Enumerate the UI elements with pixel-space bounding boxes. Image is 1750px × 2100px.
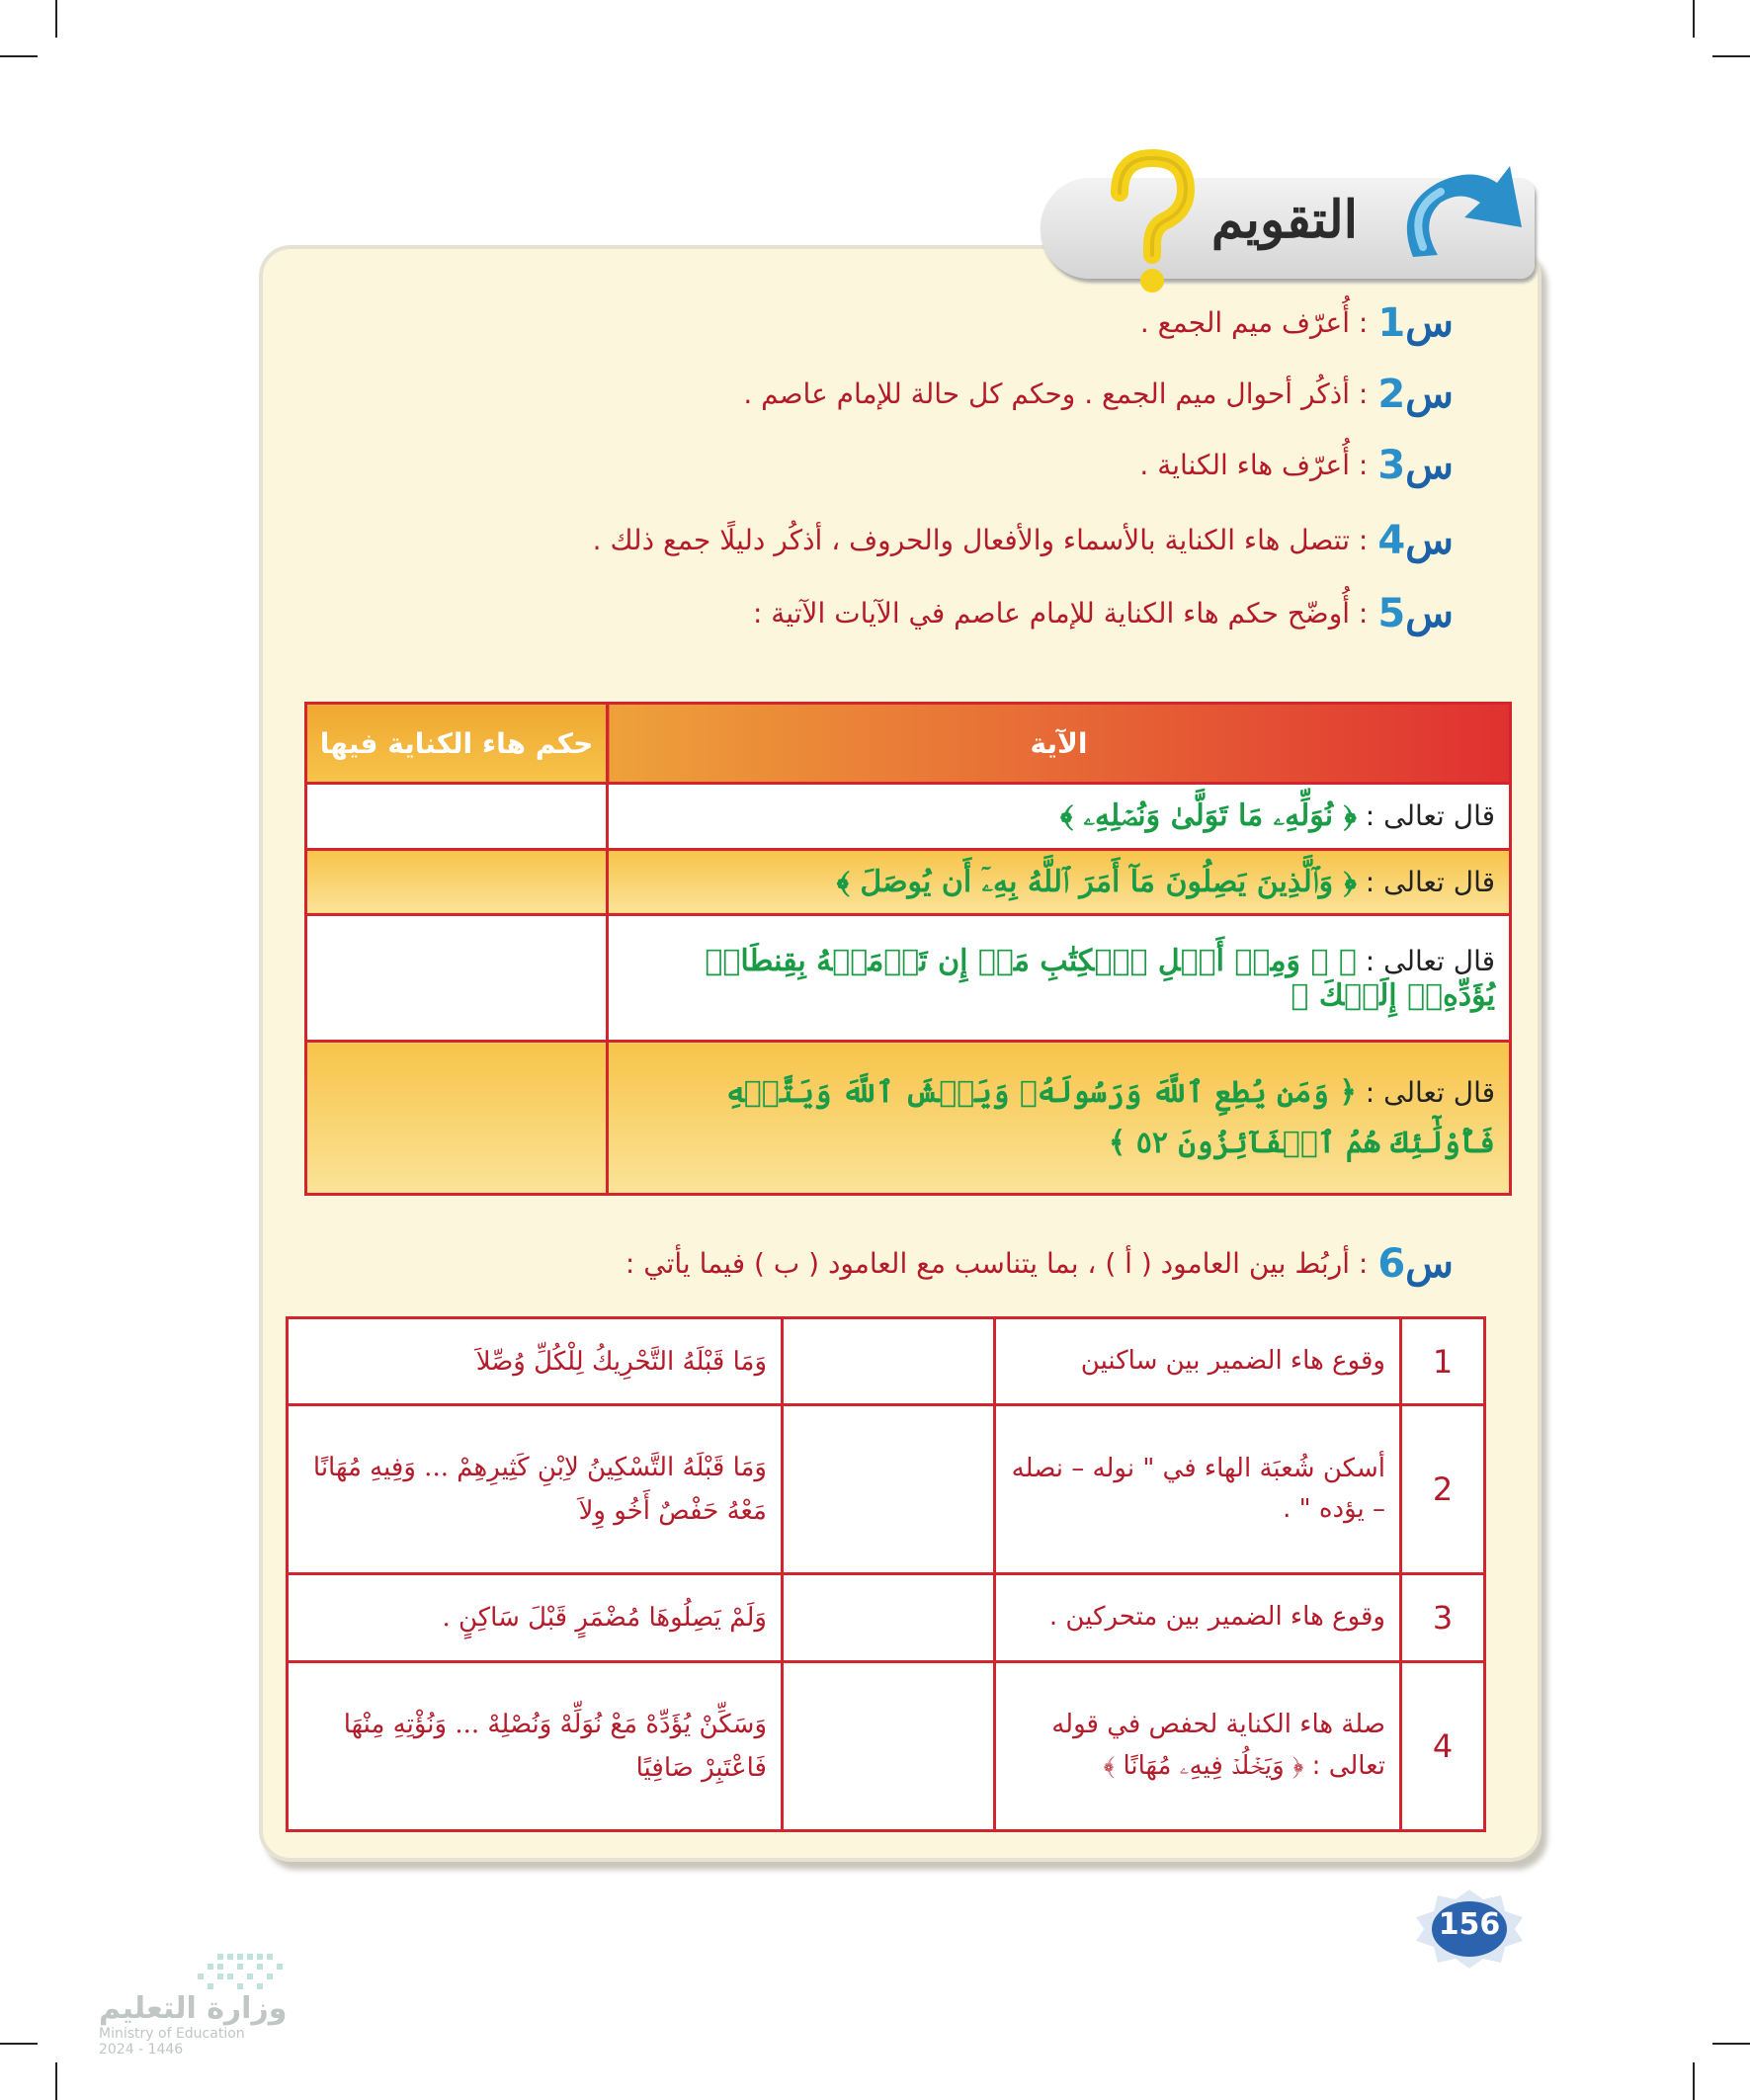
column-a-item: وقوع هاء الضمير بين متحركين . — [995, 1574, 1401, 1661]
question-5 — [753, 590, 1454, 636]
column-a-item: أسكن شُعبَة الهاء في " نوله – نصله – يؤده " . — [995, 1405, 1401, 1574]
question-number: 6 — [1377, 1240, 1406, 1287]
crop-mark — [1693, 0, 1695, 38]
crop-mark — [55, 2062, 57, 2100]
question-text: : أُوضّح حكم هاء الكناية للإمام عاصم في الآيات الآتية : — [752, 597, 1369, 630]
verse-prefix: قال تعالى : — [1365, 1076, 1495, 1109]
answer-cell[interactable] — [783, 1661, 995, 1830]
answer-cell[interactable] — [783, 1574, 995, 1661]
table-row — [288, 1574, 1485, 1661]
section-title: التقويم — [1210, 190, 1359, 250]
question-label: س — [1405, 1240, 1454, 1287]
column-b-item: وَمَا قَبْلَهُ التَّسْكِينُ لاِبْنِ كَثِيرِهِمْ ... وَفِيهِ مُهَانًا مَعْهُ حَفْصٌ أَخُو وِلاَ — [288, 1405, 783, 1574]
ministry-arabic: وزارة التعليم — [99, 1991, 288, 2026]
rule-answer-cell[interactable] — [306, 784, 608, 850]
table-row — [288, 1661, 1485, 1830]
verse-prefix: قال تعالى : — [1365, 944, 1495, 977]
rule-answer-cell[interactable] — [306, 1042, 608, 1195]
ayah-text: ﴿ وَٱلَّذِينَ يَصِلُونَ مَآ أَمَرَ ٱللَّهُ بِهِۦٓ أَن يُوصَلَ ﴾ — [836, 864, 1357, 899]
crop-mark — [55, 0, 57, 38]
question-number: 1 — [1377, 299, 1406, 346]
answer-cell[interactable] — [783, 1405, 995, 1574]
question-6 — [625, 1240, 1454, 1287]
verse-prefix: قال تعالى : — [1365, 799, 1495, 833]
crop-mark — [1712, 2043, 1750, 2045]
verse-prefix: قال تعالى : — [1365, 865, 1495, 898]
question-text: : أُعرّف هاء الكناية . — [1139, 449, 1369, 481]
question-label: س — [1405, 442, 1454, 488]
question-label: س — [1405, 590, 1454, 636]
crop-mark — [1693, 2062, 1695, 2100]
ministry-year: 2024 - 1446 — [99, 2042, 184, 2058]
question-label: س — [1405, 299, 1454, 346]
table-row — [306, 784, 1511, 850]
question-mark-icon — [1095, 148, 1204, 296]
item-number: 1 — [1401, 1318, 1485, 1405]
question-number: 5 — [1377, 590, 1406, 636]
question-text: : أُعرّف ميم الجمع . — [1139, 306, 1369, 339]
crop-mark — [0, 2043, 38, 2045]
ministry-dots-icon — [138, 1952, 287, 1991]
item-number: 3 — [1401, 1574, 1485, 1661]
question-text: : أذكُر أحوال ميم الجمع . وحكم كل حالة للإمام عاصم . — [743, 378, 1369, 410]
question-text: : أربُط بين العامود ( أ ) ، بما يتناسب مع العامود ( ب ) فيما يأتي : — [625, 1247, 1369, 1280]
verse-cell — [608, 1042, 1511, 1195]
header-verse: الآية — [608, 704, 1511, 784]
table-row — [306, 1042, 1511, 1195]
table-row — [306, 849, 1511, 915]
column-b-item: وَلَمْ يَصِلُوهَا مُضْمَرٍ قَبْلَ سَاكِنٍ . — [288, 1574, 783, 1661]
question-3 — [1139, 442, 1454, 488]
column-a-item: صلة هاء الكناية لحفص في قوله تعالى : ﴿ وَيَخۡلُدۡ فِيهِۦ مُهَانًا ﴾ — [995, 1661, 1401, 1830]
rule-answer-cell[interactable] — [306, 849, 608, 915]
rule-table — [304, 702, 1512, 1196]
item-number: 2 — [1401, 1405, 1485, 1574]
crop-mark — [0, 55, 38, 57]
question-number: 2 — [1377, 371, 1406, 417]
ayah-text: ﴿ ۞ وَمِنۡ أَهۡلِ ٱلۡكِتَٰبِ مَنۡ إِن تَأۡمَنۡهُ بِقِنطَارٖ يُؤَدِّهِۦٓ إِلَيۡكَ ﴾ — [705, 943, 1495, 1013]
column-b-item: وَمَا قَبْلَهُ التَّحْرِيكُ لِلْكُلِّ وُصِّلاَ — [288, 1318, 783, 1405]
table-row — [306, 915, 1511, 1042]
question-2 — [743, 371, 1454, 417]
question-label: س — [1405, 371, 1454, 417]
question-number: 3 — [1377, 442, 1406, 488]
rule-answer-cell[interactable] — [306, 915, 608, 1042]
answer-cell[interactable] — [783, 1318, 995, 1405]
ayah-text: ﴿ وَمَن يُطِعِ ٱللَّهَ وَرَسُولَهُۥ وَيَخۡشَ ٱللَّهَ وَيَتَّقۡهِ فَأُوْلَٰٓئِكَ هُمُ ٱلۡفَآئِزُونَ ٥٢ ﴾ — [726, 1075, 1495, 1160]
column-b-item: وَسَكِّنْ يُؤَدِّهْ مَعْ نُوَلِّهْ وَنُصْلِهْ ... وَنُؤْتِهِ مِنْهَا فَاعْتَبِرْ صَافِيًا — [288, 1661, 783, 1830]
verse-cell — [608, 915, 1511, 1042]
ministry-english: Ministry of Education — [99, 2026, 245, 2042]
refresh-arrow-icon — [1383, 148, 1532, 296]
table-row — [288, 1405, 1485, 1574]
ayah-text: ﴿ نُوَلِّهِۦ مَا تَوَلَّىٰ وَنُصۡلِهِۦ ﴾ — [1059, 798, 1357, 834]
matching-table — [286, 1316, 1486, 1832]
question-4 — [593, 517, 1454, 563]
crop-mark — [1712, 55, 1750, 57]
question-number: 4 — [1377, 517, 1406, 563]
page-number: 156 — [1438, 1907, 1501, 1942]
column-a-item: وقوع هاء الضمير بين ساكنين — [995, 1318, 1401, 1405]
table-row — [288, 1318, 1485, 1405]
verse-cell — [608, 784, 1511, 850]
verse-cell — [608, 849, 1511, 915]
question-text: : تتصل هاء الكناية بالأسماء والأفعال والحروف ، أذكُر دليلًا جمع ذلك . — [592, 524, 1369, 556]
header-rule: حكم هاء الكناية فيها — [306, 704, 608, 784]
ministry-logo — [99, 1952, 287, 2058]
question-1 — [1140, 299, 1454, 346]
item-number: 4 — [1401, 1661, 1485, 1830]
question-label: س — [1405, 517, 1454, 563]
